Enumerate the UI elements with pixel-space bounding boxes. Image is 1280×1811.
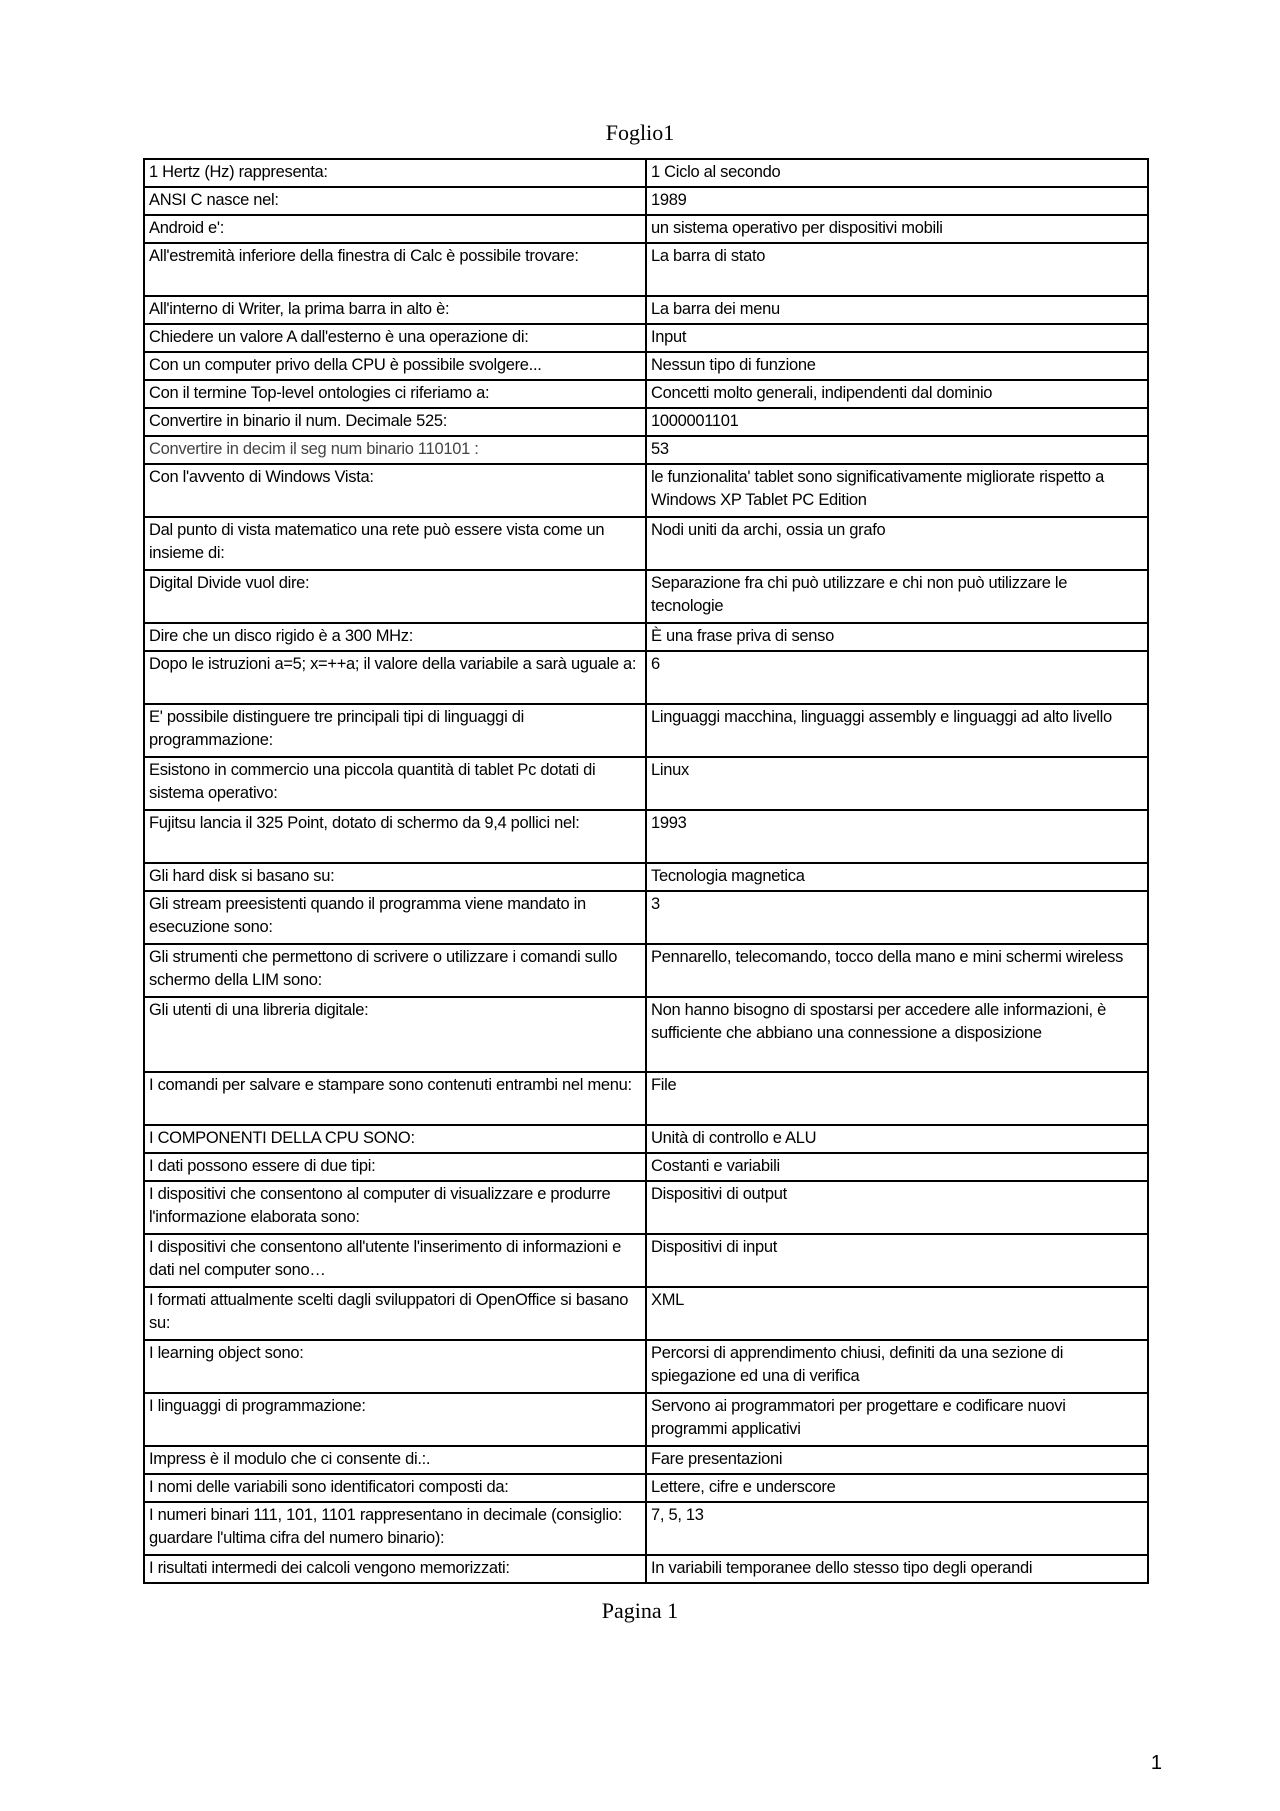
answer-cell: 1989 bbox=[646, 187, 1148, 215]
table-row bbox=[144, 1153, 1148, 1181]
table-row bbox=[144, 324, 1148, 352]
question-cell: Convertire in binario il num. Decimale 525: bbox=[144, 408, 646, 436]
table-row bbox=[144, 570, 1148, 623]
table-row bbox=[144, 1072, 1148, 1125]
question-cell: Con il termine Top-level ontologies ci riferiamo a: bbox=[144, 380, 646, 408]
table-row bbox=[144, 1340, 1148, 1393]
question-cell: Dopo le istruzioni a=5; x=++a; il valore della variabile a sarà uguale a: bbox=[144, 651, 646, 704]
answer-cell: Linux bbox=[646, 757, 1148, 810]
answer-cell: Linguaggi macchina, linguaggi assembly e linguaggi ad alto livello bbox=[646, 704, 1148, 757]
question-cell: All'interno di Writer, la prima barra in alto è: bbox=[144, 296, 646, 324]
table-row bbox=[144, 810, 1148, 863]
table-row bbox=[144, 159, 1148, 187]
question-cell: I risultati intermedi dei calcoli vengono memorizzati: bbox=[144, 1555, 646, 1583]
answer-cell: 1 Ciclo al secondo bbox=[646, 159, 1148, 187]
table-row bbox=[144, 757, 1148, 810]
answer-cell: Tecnologia magnetica bbox=[646, 863, 1148, 891]
table-row bbox=[144, 436, 1148, 464]
question-cell: I formati attualmente scelti dagli sviluppatori di OpenOffice si basano su: bbox=[144, 1287, 646, 1340]
question-cell: All'estremità inferiore della finestra di Calc è possibile trovare: bbox=[144, 243, 646, 296]
answer-cell: Pennarello, telecomando, tocco della mano e mini schermi wireless bbox=[646, 944, 1148, 997]
question-cell: Con un computer privo della CPU è possibile svolgere... bbox=[144, 352, 646, 380]
question-cell: Convertire in decim il seg num binario 110101 : bbox=[144, 436, 646, 464]
question-cell: 1 Hertz (Hz) rappresenta: bbox=[144, 159, 646, 187]
table-row bbox=[144, 997, 1148, 1072]
answer-cell: Percorsi di apprendimento chiusi, definiti da una sezione di spiegazione ed una di verifica bbox=[646, 1340, 1148, 1393]
answer-cell: Concetti molto generali, indipendenti dal dominio bbox=[646, 380, 1148, 408]
question-cell: I dispositivi che consentono al computer di visualizzare e produrre l'informazione elaborata sono: bbox=[144, 1181, 646, 1234]
question-cell: Gli strumenti che permettono di scrivere o utilizzare i comandi sullo schermo della LIM sono: bbox=[144, 944, 646, 997]
table-row bbox=[144, 1393, 1148, 1446]
question-cell: Impress è il modulo che ci consente di.:. bbox=[144, 1446, 646, 1474]
answer-cell: Dispositivi di output bbox=[646, 1181, 1148, 1234]
answer-cell: Dispositivi di input bbox=[646, 1234, 1148, 1287]
sheet-title: Foglio1 bbox=[605, 120, 675, 145]
answer-cell: XML bbox=[646, 1287, 1148, 1340]
question-cell: Gli hard disk si basano su: bbox=[144, 863, 646, 891]
table-row bbox=[144, 651, 1148, 704]
table-row bbox=[144, 863, 1148, 891]
answer-cell: Lettere, cifre e underscore bbox=[646, 1474, 1148, 1502]
qa-table bbox=[143, 158, 1149, 1584]
table-row bbox=[144, 187, 1148, 215]
qa-table-body bbox=[144, 159, 1148, 1583]
table-row bbox=[144, 1446, 1148, 1474]
answer-cell: 3 bbox=[646, 891, 1148, 944]
table-row bbox=[144, 1125, 1148, 1153]
answer-cell: le funzionalita' tablet sono significativamente migliorate rispetto a Windows XP Tablet PC Edition bbox=[646, 464, 1148, 517]
answer-cell: 6 bbox=[646, 651, 1148, 704]
table-row bbox=[144, 352, 1148, 380]
answer-cell: File bbox=[646, 1072, 1148, 1125]
question-cell: ANSI C nasce nel: bbox=[144, 187, 646, 215]
answer-cell: Separazione fra chi può utilizzare e chi non può utilizzare le tecnologie bbox=[646, 570, 1148, 623]
answer-cell: Nodi uniti da archi, ossia un grafo bbox=[646, 517, 1148, 570]
table-row bbox=[144, 1287, 1148, 1340]
question-cell: I numeri binari 111, 101, 1101 rappresentano in decimale (consiglio: guardare l'ultima cifra del numero binario): bbox=[144, 1502, 646, 1555]
table-row bbox=[144, 517, 1148, 570]
table-row bbox=[144, 1502, 1148, 1555]
page-number: 1 bbox=[1150, 1752, 1162, 1774]
answer-cell: 1000001101 bbox=[646, 408, 1148, 436]
table-row bbox=[144, 944, 1148, 997]
question-cell: Esistono in commercio una piccola quantità di tablet Pc dotati di sistema operativo: bbox=[144, 757, 646, 810]
question-cell: Dal punto di vista matematico una rete può essere vista come un insieme di: bbox=[144, 517, 646, 570]
table-row bbox=[144, 623, 1148, 651]
table-row bbox=[144, 296, 1148, 324]
answer-cell: 7, 5, 13 bbox=[646, 1502, 1148, 1555]
question-cell: Chiedere un valore A dall'esterno è una operazione di: bbox=[144, 324, 646, 352]
question-cell: I nomi delle variabili sono identificatori composti da: bbox=[144, 1474, 646, 1502]
table-row bbox=[144, 891, 1148, 944]
table-row bbox=[144, 243, 1148, 296]
table-row bbox=[144, 1474, 1148, 1502]
answer-cell: 1993 bbox=[646, 810, 1148, 863]
table-row bbox=[144, 464, 1148, 517]
answer-cell: La barra di stato bbox=[646, 243, 1148, 296]
answer-cell: 53 bbox=[646, 436, 1148, 464]
answer-cell: Non hanno bisogno di spostarsi per accedere alle informazioni, è sufficiente che abbiano una connessione a disposizione bbox=[646, 997, 1148, 1072]
question-cell: I dati possono essere di due tipi: bbox=[144, 1153, 646, 1181]
answer-cell: La barra dei menu bbox=[646, 296, 1148, 324]
answer-cell: In variabili temporanee dello stesso tipo degli operandi bbox=[646, 1555, 1148, 1583]
question-cell: Gli utenti di una libreria digitale: bbox=[144, 997, 646, 1072]
table-row bbox=[144, 1555, 1148, 1583]
question-cell: I learning object sono: bbox=[144, 1340, 646, 1393]
table-row bbox=[144, 1234, 1148, 1287]
question-cell: Android e': bbox=[144, 215, 646, 243]
question-cell: I COMPONENTI DELLA CPU SONO: bbox=[144, 1125, 646, 1153]
table-row bbox=[144, 380, 1148, 408]
page-footer: Pagina 1 bbox=[601, 1598, 679, 1623]
answer-cell: un sistema operativo per dispositivi mobili bbox=[646, 215, 1148, 243]
question-cell: Gli stream preesistenti quando il programma viene mandato in esecuzione sono: bbox=[144, 891, 646, 944]
question-cell: Digital Divide vuol dire: bbox=[144, 570, 646, 623]
question-cell: E' possibile distinguere tre principali tipi di linguaggi di programmazione: bbox=[144, 704, 646, 757]
answer-cell: Nessun tipo di funzione bbox=[646, 352, 1148, 380]
table-row bbox=[144, 408, 1148, 436]
answer-cell: Fare presentazioni bbox=[646, 1446, 1148, 1474]
question-cell: Con l'avvento di Windows Vista: bbox=[144, 464, 646, 517]
answer-cell: Servono ai programmatori per progettare e codificare nuovi programmi applicativi bbox=[646, 1393, 1148, 1446]
answer-cell: È una frase priva di senso bbox=[646, 623, 1148, 651]
question-cell: I dispositivi che consentono all'utente l'inserimento di informazioni e dati nel computer sono… bbox=[144, 1234, 646, 1287]
table-row bbox=[144, 1181, 1148, 1234]
answer-cell: Unità di controllo e ALU bbox=[646, 1125, 1148, 1153]
question-cell: I comandi per salvare e stampare sono contenuti entrambi nel menu: bbox=[144, 1072, 646, 1125]
table-row bbox=[144, 215, 1148, 243]
question-cell: Dire che un disco rigido è a 300 MHz: bbox=[144, 623, 646, 651]
answer-cell: Input bbox=[646, 324, 1148, 352]
answer-cell: Costanti e variabili bbox=[646, 1153, 1148, 1181]
question-cell: Fujitsu lancia il 325 Point, dotato di schermo da 9,4 pollici nel: bbox=[144, 810, 646, 863]
question-cell: I linguaggi di programmazione: bbox=[144, 1393, 646, 1446]
table-row bbox=[144, 704, 1148, 757]
